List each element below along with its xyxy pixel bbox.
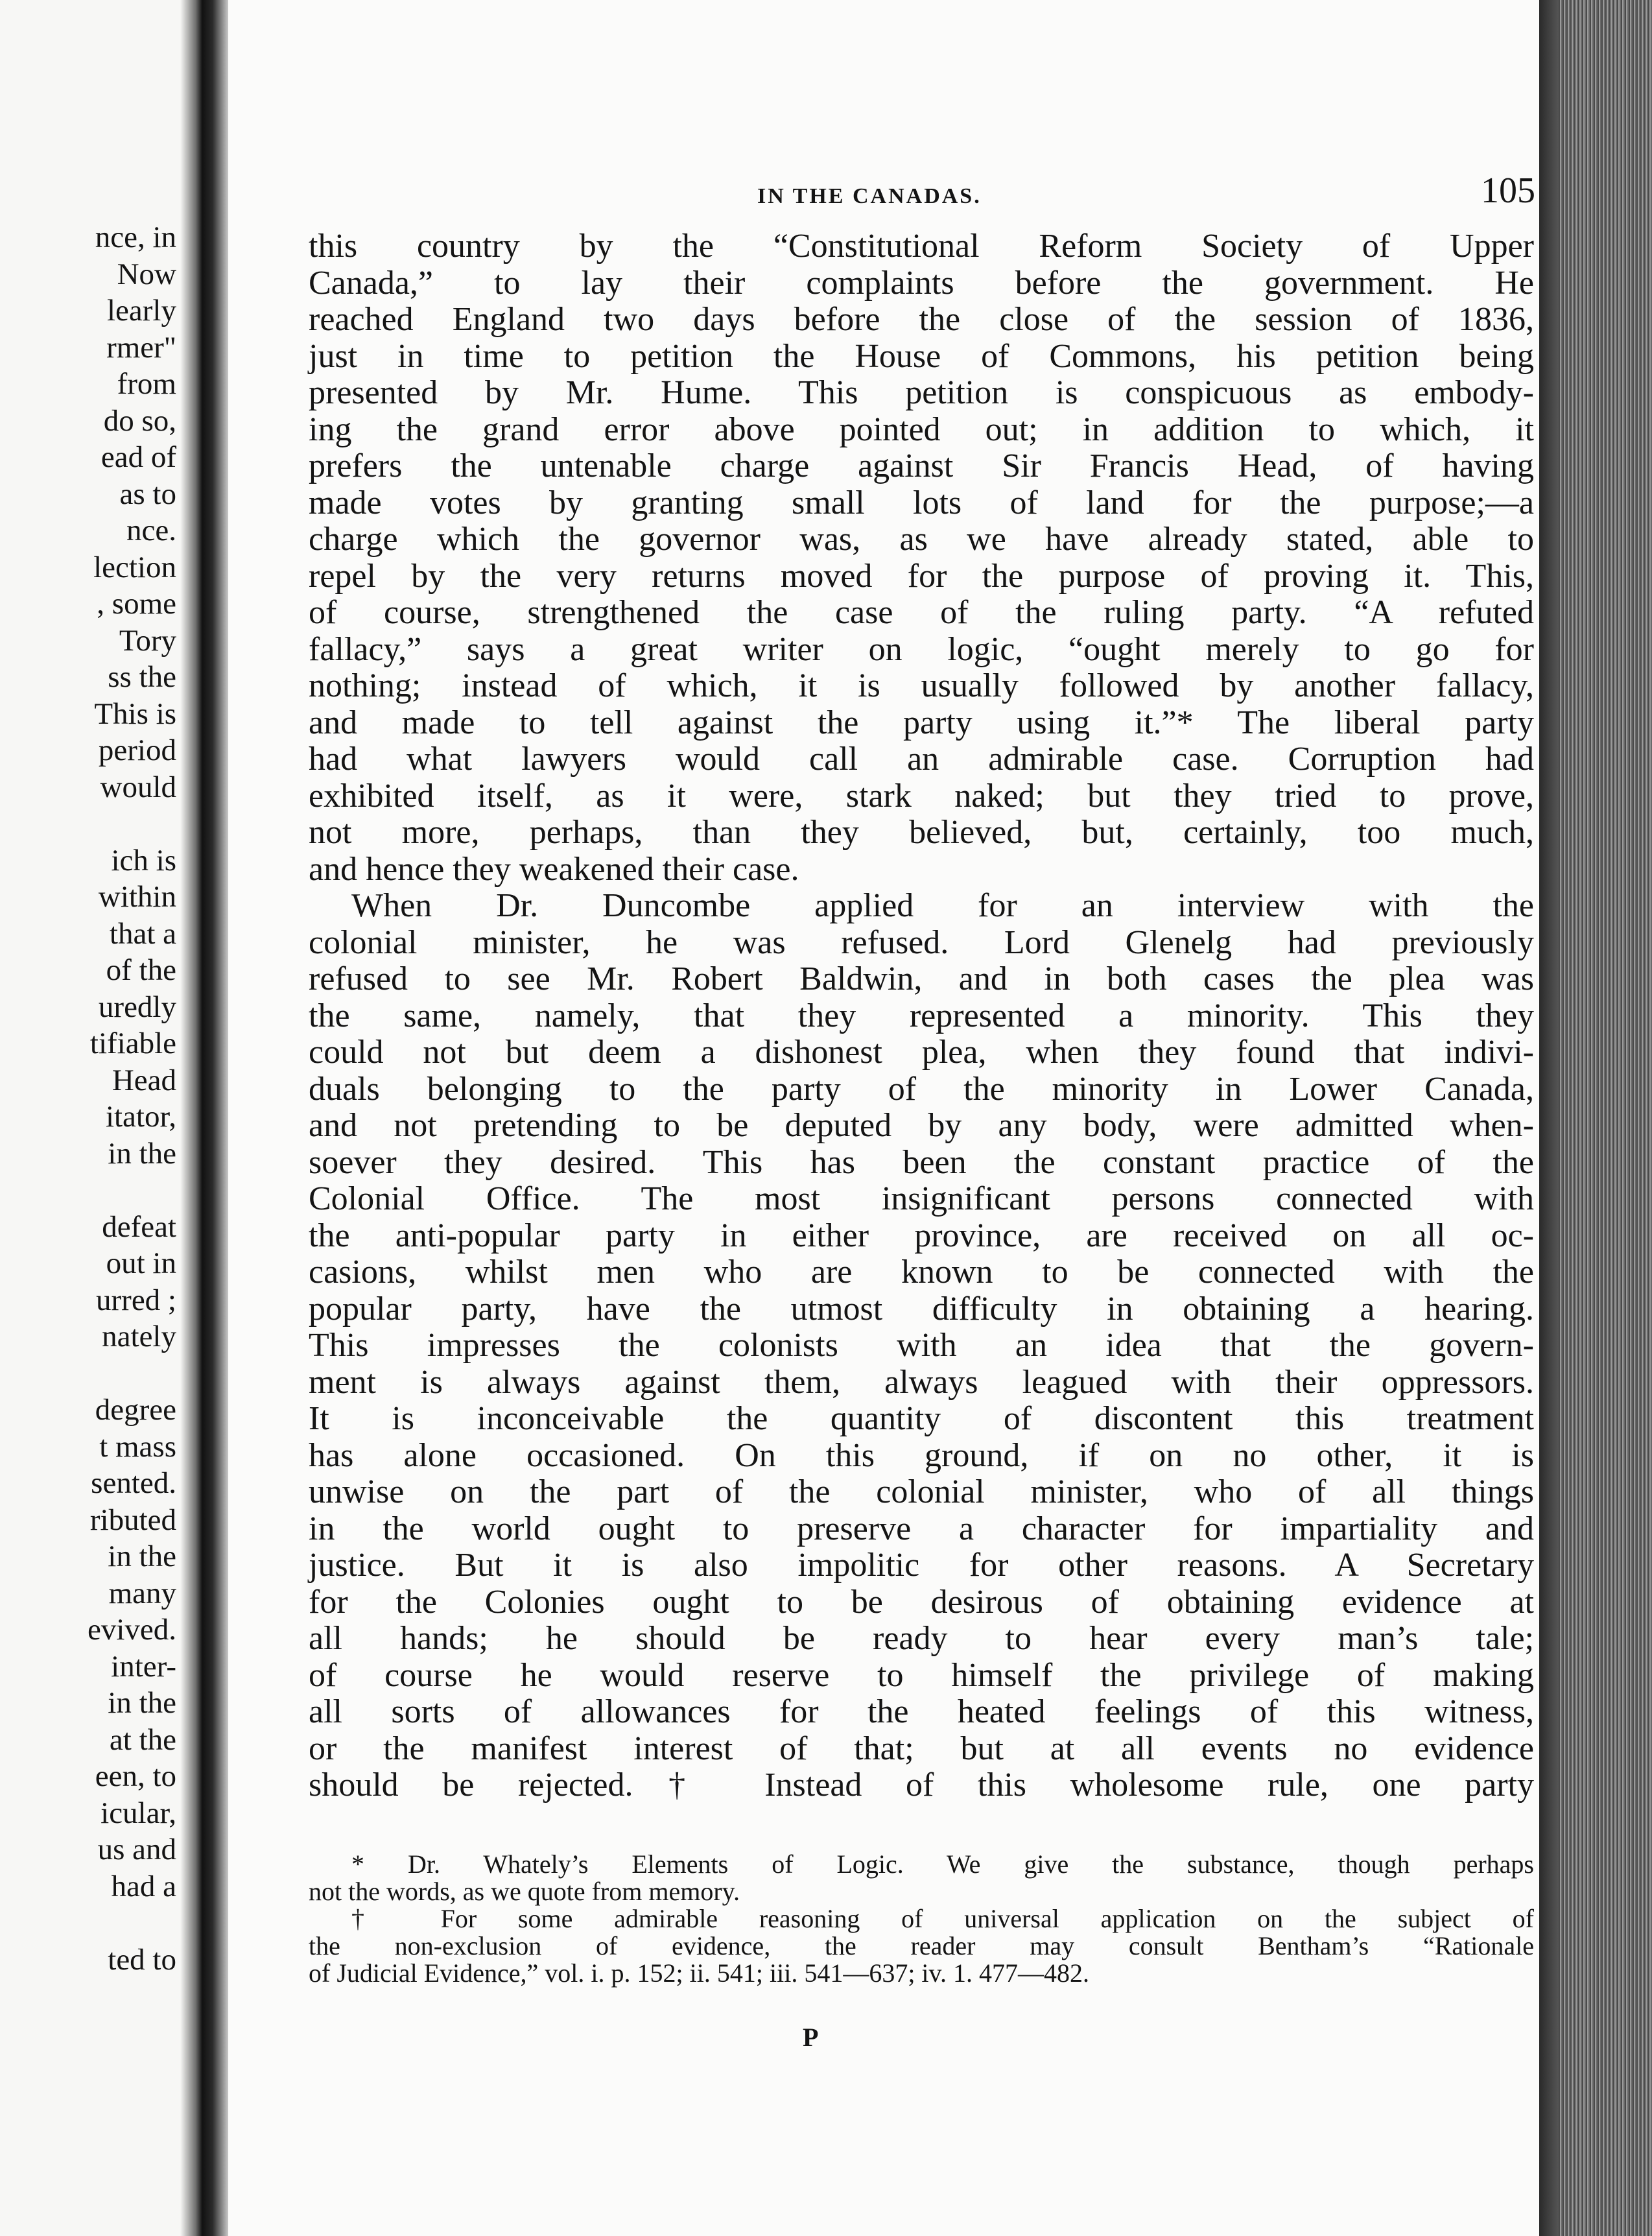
facing-page-line: many <box>108 1576 176 1610</box>
facing-page-line: itator, <box>105 1100 176 1134</box>
text-line: refused to see Mr. Robert Baldwin, and in both cases the plea was <box>309 960 1534 997</box>
facing-page-line: urred ; <box>96 1283 176 1317</box>
facing-page-line: ich is <box>111 843 176 877</box>
footnote-line: † For some admirable reasoning of universal application on the subject of <box>351 1904 1534 1933</box>
text-line: for the Colonies ought to be desirous of obtaining evidence at <box>309 1583 1534 1621</box>
facing-page-line: ributed <box>89 1503 176 1537</box>
footnote-line: * Dr. Whately’s Elements of Logic. We give the substance, though perhaps <box>351 1849 1534 1879</box>
text-line: presented by Mr. Hume. This petition is conspicuous as embody- <box>309 374 1534 411</box>
facing-page-line <box>8 805 176 842</box>
gutter-shadow <box>180 0 202 2236</box>
text-line: had what lawyers would call an admirable case. Corruption had <box>309 741 1534 778</box>
text-line: in the world ought to preserve a character for impartiality and <box>309 1510 1534 1547</box>
text-line: should be rejected.† Instead of this wholesome rule, one party <box>309 1766 1534 1803</box>
page-block-shadow <box>1539 0 1559 2236</box>
text-line: justice. But it is also impolitic for other reasons. A Secretary <box>309 1547 1534 1584</box>
facing-page-line <box>8 1355 176 1392</box>
facing-page-line: nately <box>102 1320 176 1353</box>
facing-page-line: in the <box>108 1136 176 1171</box>
text-line: could not but deem a dishonest plea, when they found that indivi- <box>309 1034 1534 1071</box>
facing-page-line: ss the <box>108 660 176 694</box>
facing-page-line: of the <box>106 953 176 987</box>
page-number: 105 <box>1481 171 1535 211</box>
text-line: the same, namely, that they represented a minority. This they <box>309 997 1534 1034</box>
text-line: made votes by granting small lots of land for the purpose;—a <box>309 484 1534 521</box>
facing-page-line <box>8 1905 176 1942</box>
body-text <box>309 228 1534 1804</box>
facing-page-fragment <box>0 0 202 2236</box>
text-line: ment is always against them, always leagued with their oppressors. <box>309 1363 1534 1401</box>
signature-mark: P <box>803 2023 819 2052</box>
facing-page-line: would <box>100 770 176 804</box>
facing-page-line: from <box>117 367 176 401</box>
footnote-line: the non-exclusion of evidence, the reader may consult Bentham’s “Rationale <box>309 1931 1534 1960</box>
paragraph-start-line: When Dr. Duncombe applied for an interview with the <box>351 887 1534 924</box>
text-line: prefers the untenable charge against Sir Francis Head, of having <box>309 447 1534 484</box>
text-line: fallacy,” says a great writer on logic, “ought merely to go for <box>309 630 1534 668</box>
facing-page-line: , some <box>97 587 176 621</box>
text-line: this country by the “Constitutional Reform Society of Upper <box>309 228 1534 265</box>
text-line: unwise on the part of the colonial minister, who of all things <box>309 1473 1534 1510</box>
facing-page-line: within <box>98 880 176 914</box>
facing-page-line: do so, <box>103 403 176 438</box>
text-line: and hence they weakened their case. <box>309 850 799 888</box>
text-line: casions, whilst men who are known to be connected with the <box>309 1254 1534 1290</box>
text-line: and made to tell against the party using it.”* The liberal party <box>309 704 1534 741</box>
footnote-line: not the words, as we quote from memory. <box>309 1877 740 1906</box>
facing-page-line: uredly <box>98 990 176 1024</box>
text-line: It is inconceivable the quantity of discontent this treatment <box>309 1400 1534 1437</box>
facing-page-line: ead of <box>100 440 176 474</box>
text-line: This impresses the colonists with an idea that the govern- <box>309 1327 1534 1364</box>
text-line: ing the grand error above pointed out; in addition to which, it <box>309 410 1534 448</box>
facing-page-line: t mass <box>99 1429 176 1464</box>
facing-page-line: out in <box>106 1246 176 1280</box>
facing-page-line: een, to <box>95 1759 176 1793</box>
facing-page-line <box>8 1172 176 1209</box>
facing-page-line: nce. <box>126 514 176 547</box>
facing-page-line: defeat <box>102 1209 176 1244</box>
facing-page-line: at the <box>109 1722 176 1757</box>
text-line: just in time to petition the House of Commons, his petition being <box>309 337 1534 375</box>
text-line: all hands; he should be ready to hear every man’s tale; <box>309 1620 1534 1657</box>
text-line: colonial minister, he was refused. Lord Glenelg had previously <box>309 923 1534 961</box>
facing-page-line: ted to <box>108 1942 176 1977</box>
page-block-edge <box>1539 0 1652 2236</box>
facing-page-line: in the <box>108 1540 176 1573</box>
text-line: nothing; instead of which, it is usually followed by another fallacy, <box>309 667 1534 704</box>
facing-page-line: rmer" <box>106 330 176 364</box>
facing-page-line: Head <box>112 1063 176 1097</box>
facing-page-line: period <box>98 733 176 767</box>
book-binding <box>202 0 228 2236</box>
facing-page-line: This is <box>94 696 176 731</box>
text-line: exhibited itself, as it were, stark naked; but they tried to prove, <box>309 777 1534 815</box>
running-head <box>303 170 1535 215</box>
facing-page-line: had a <box>111 1869 176 1903</box>
text-line: soever they desired. This has been the constant practice of the <box>309 1143 1534 1181</box>
text-line: reached England two days before the close of the session of 1836, <box>309 301 1534 338</box>
running-title: IN THE CANADAS. <box>757 184 982 208</box>
text-line: and not pretending to be deputed by any body, were admitted when- <box>309 1107 1534 1144</box>
facing-page-line: degree <box>95 1393 176 1427</box>
facing-page-line: evived. <box>87 1613 176 1647</box>
facing-page-line: Tory <box>119 623 176 658</box>
facing-page-line: sented. <box>91 1466 176 1500</box>
text-line: the anti-popular party in either province, are received on all oc- <box>309 1217 1534 1254</box>
facing-page-line: us and <box>97 1833 176 1866</box>
text-line: popular party, have the utmost difficulty in obtaining a hearing. <box>309 1290 1534 1327</box>
facing-page-line: icular, <box>100 1796 176 1830</box>
text-line: repel by the very returns moved for the purpose of proving it. This, <box>309 557 1534 595</box>
facing-page-line: inter- <box>111 1649 176 1683</box>
facing-page-line: as to <box>119 477 176 511</box>
text-line: of course he would reserve to himself the privilege of making <box>309 1656 1534 1694</box>
facing-page-line: nce, in <box>95 220 176 254</box>
facing-page-text <box>8 219 176 1978</box>
footnotes <box>309 1851 1534 1987</box>
facing-page-line: in the <box>108 1686 176 1720</box>
text-line: Canada,” to lay their complaints before the government. He <box>309 264 1534 302</box>
text-line: duals belonging to the party of the minority in Lower Canada, <box>309 1070 1534 1108</box>
facing-page-line: lection <box>93 550 176 584</box>
text-line: not more, perhaps, than they believed, but, certainly, too much, <box>309 814 1534 851</box>
facing-page-line: tifiable <box>89 1027 176 1060</box>
text-line: Colonial Office. The most insignificant persons connected with <box>309 1180 1534 1217</box>
facing-page-line: learly <box>107 294 176 327</box>
footnote-line: of Judicial Evidence,” vol. i. p. 152; ii. 541; iii. 541—637; iv. 1. 477—482. <box>309 1958 1089 1988</box>
facing-page-line: Now <box>117 257 176 291</box>
text-line: all sorts of allowances for the heated feelings of this witness, <box>309 1693 1534 1730</box>
text-line: has alone occasioned. On this ground, if on no other, it is <box>309 1436 1534 1474</box>
text-line: of course, strengthened the case of the ruling party. “A refuted <box>309 594 1534 631</box>
facing-page-line: that a <box>109 916 176 951</box>
book-page <box>228 0 1539 2236</box>
text-line: or the manifest interest of that; but at all events no evidence <box>309 1730 1534 1767</box>
text-line: charge which the governor was, as we have already stated, able to <box>309 521 1534 558</box>
